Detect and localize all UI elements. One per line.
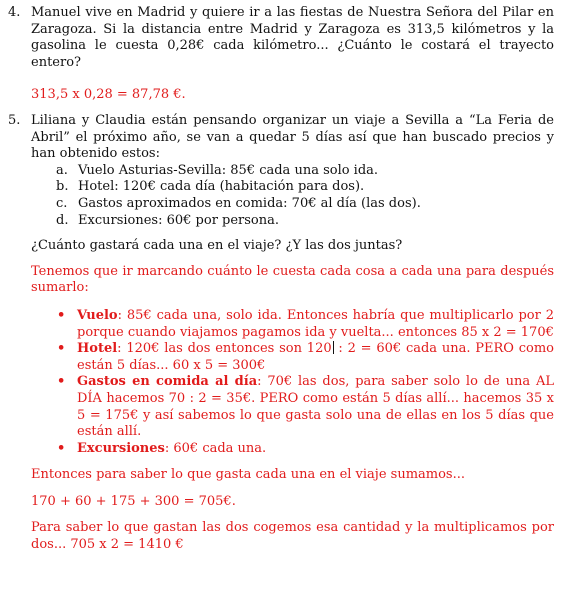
- sum-equation: 170 + 60 + 175 + 300 = 705€.: [31, 493, 236, 509]
- problem-statement: Manuel vive en Madrid y quiere ir a las fiestas de Nuestra Señora del Pilar en Zaragoza. Si la distancia entre Madrid y Zaragoza es 313,5 kilómetros y la gasolina le cuesta 0,28€ cada kilómetro... ¿Cuánto le costará el trayecto entero?: [31, 5, 554, 70]
- final-answer: Para saber lo que gastan las dos cogemos esa cantidad y la multiplicamos por dos... 705 x 2 = 1410 €: [31, 520, 554, 553]
- bullet-text: : 120€ las dos entonces son 120: [117, 341, 332, 357]
- list-item-text: Excursiones: 60€ por persona.: [78, 212, 280, 228]
- answer-intro: Tenemos que ir marcando cuánto le cuesta cada cosa a cada una para después sumarlo:: [31, 263, 554, 296]
- list-item-text: Gastos aproximados en comida: 70€ al día (las dos).: [78, 195, 421, 211]
- bullet-text: : 85€ cada una, solo ida. Entonces habría que multiplicarlo por 2 porque cuando viajamos pagamos ida y vuelta... entonces 85 x 2 = 170€: [77, 307, 554, 340]
- bullet-icon: •: [57, 341, 66, 357]
- problem-number: 4.: [8, 5, 21, 20]
- list-item: [55, 374, 554, 440]
- list-item-text: Vuelo Asturias-Sevilla: 85€ cada una solo ida.: [78, 162, 379, 178]
- list-item: [56, 179, 554, 196]
- list-letter: d.: [56, 212, 69, 228]
- answer-bullets: [55, 308, 554, 457]
- list-letter: b.: [56, 179, 69, 195]
- list-letter: a.: [56, 162, 68, 178]
- price-list: [56, 163, 554, 229]
- problem-answer: 313,5 x 0,28 = 87,78 €.: [31, 87, 186, 103]
- sum-intro: Entonces para saber lo que gasta cada una en el viaje sumamos...: [31, 467, 466, 483]
- bullet-text: : 60€ cada una.: [164, 440, 267, 456]
- bullet-title: Hotel: [77, 341, 118, 357]
- bullet-text: : 70€ las dos, para saber solo lo de una AL DÍA hacemos 70 : 2 = 35€. PERO como están 5 días allí... hacemos 35 x 5 = 175€ y así sabemos lo que gasta solo una de ellas en los 5 días que están allí.: [77, 374, 554, 440]
- problem-statement: Liliana y Claudia están pensando organizar un viaje a Sevilla a “La Feria de Abril” el próximo año, se van a quedar 5 días así que han buscado precios y han obtenido estos:: [31, 113, 554, 162]
- bullet-icon: •: [57, 307, 66, 323]
- bullet-title: Gastos en comida al día: [77, 374, 258, 390]
- list-item: [56, 196, 554, 213]
- list-letter: c.: [56, 195, 68, 211]
- bullet-title: Vuelo: [77, 307, 118, 323]
- bullet-text: : 2 = 60€ cada una. PERO como están 5 días... 60 x 5 = 300€: [77, 341, 555, 373]
- question: ¿Cuánto gastará cada una en el viaje? ¿Y las dos juntas?: [31, 238, 403, 254]
- list-item: [56, 163, 554, 180]
- bullet-icon: •: [57, 374, 66, 390]
- bullet-icon: •: [57, 440, 66, 456]
- problem-5: [8, 113, 554, 554]
- list-item: [55, 308, 554, 341]
- list-item: [55, 441, 554, 458]
- problem-number: 5.: [8, 113, 21, 128]
- list-item: [55, 341, 554, 374]
- list-item: [56, 213, 554, 230]
- list-item-text: Hotel: 120€ cada día (habitación para dos).: [78, 179, 365, 195]
- bullet-title: Excursiones: [77, 440, 165, 456]
- problem-4: [8, 5, 554, 104]
